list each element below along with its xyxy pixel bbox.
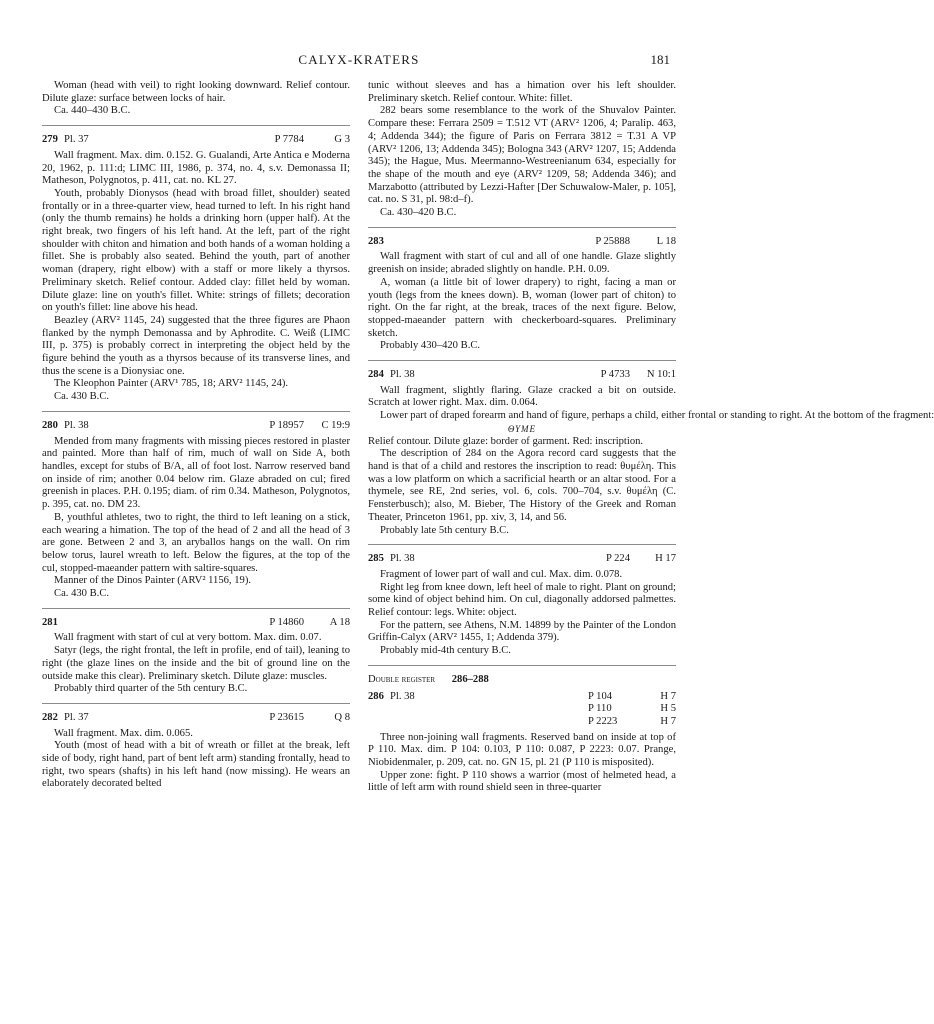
- entry-divider: [42, 125, 350, 126]
- entry-282-para-2: Youth (most of head with a bit of wreath or fillet at the break, left side of body, right hand, part of bent left arm) standing frontally, head to right, two spears (shafts) in his left hand (now missing). He wears an elaborately decorated belted: [42, 740, 350, 790]
- entry-279-para-2: Youth, probably Dionysos (head with broad fillet, shoulder) seated frontally or in a three-quarter view, head turned to left. In his right hand (only the thumb remains) he holds a drinking horn (upper half). At the right break, two fingers of his left hand. At the left, part of the right shoulder with chiton and himation and both hands of a woman holding a fillet. She is probably also seated. Behind the youth, part of another woman (drapery, right elbow) with a staff or more likely a thyrsos. Preliminary sketch. Relief contour. Added clay: fillet held by woman. Dilute glaze: line on youth's fillet. White: strings of fillets; decoration on youth's fillet: line above his head.: [42, 187, 350, 314]
- entry-number: 284: [368, 369, 384, 381]
- inscription-row: [368, 410, 934, 423]
- entry-283-para-2: A, woman (a little bit of lower drapery) to right, facing a man or youth (legs from the knees down). B, woman (lower part of chiton) to right. On the far right, at the break, traces of the next figure. Below, stopped-maeander pattern with checkerboard-squares. Preliminary sketch.: [368, 276, 676, 339]
- plate-ref: Pl. 37: [64, 711, 89, 723]
- inventory-number: P 23615: [269, 711, 304, 723]
- plate-ref: [390, 236, 566, 249]
- entry-282-continued: tunic without sleeves and has a himation over his left shoulder. Preliminary sketch. Relief contour. White: fillet.: [368, 80, 676, 104]
- entry-284-header: [368, 369, 676, 382]
- inventory-row: [566, 691, 676, 704]
- plate-ref: [64, 617, 240, 630]
- right-column: [368, 80, 934, 795]
- carryover-date: Ca. 440–430 B.C.: [54, 105, 131, 117]
- entry-281-para-1: Wall fragment with start of cul at very bottom. Max. dim. 0.07.: [54, 632, 322, 644]
- plate-ref: Pl. 38: [390, 369, 415, 381]
- entry-number: 281: [42, 616, 58, 628]
- entry-divider: [42, 411, 350, 412]
- inscription-drawing: ΘΥΜΕ: [507, 423, 537, 434]
- grid-ref: A 18: [329, 616, 350, 628]
- entry-284-para-2: Lower part of draped forearm and hand of figure, perhaps a child, either frontal or standing to right. At the bottom of the fragment:: [380, 410, 934, 422]
- entry-282-header: [42, 712, 350, 725]
- entry-280-para-1: Mended from many fragments with missing pieces restored in plaster and painted. More than half of rim, much of wall on Side A, both handles, except for stubs of B/A, all of foot lost. Narrow reserved band on inside of rim; another 0.04 below rim. Glaze abraded on cul; fired greenish in places. P.H. 0.195; diam. of rim 0.34. Matheson, Polygnotos, p. 395, cat. no. DM 23.: [42, 435, 350, 511]
- section-range: 286–288: [451, 673, 489, 685]
- entry-divider: [368, 544, 676, 545]
- entry-283-para-3: Probably 430–420 B.C.: [380, 340, 481, 352]
- entry-number: 286: [368, 690, 384, 702]
- entry-286-para-2: Upper zone: fight. P 110 shows a warrior (most of helmeted head, a little of left arm with round shield seen in three-quarter: [368, 769, 676, 794]
- entry-279-para-3: Beazley (ARV² 1145, 24) suggested that the three figures are Phaon flanked by the nymph Demonassa and by Aphrodite. C. Weiß (LIMC III, p. 375) is probably correct in interpreting the object held by the figure behind the youth as a thyrsos because of its transverse lines, and thus the scene is a Dionysiac one.: [42, 314, 350, 377]
- entry-282-date: Ca. 430–420 B.C.: [380, 207, 457, 219]
- grid-ref: H 7: [660, 715, 676, 727]
- grid-ref: H 7: [660, 690, 676, 702]
- carryover-description: Woman (head with veil) to right looking downward. Relief contour. Dilute glaze: surface between locks of hair.: [42, 80, 350, 104]
- entry-number: 283: [368, 235, 384, 247]
- inventory-list: [566, 691, 676, 729]
- section-heading-double-register: [368, 674, 676, 687]
- inventory-number: P 25888: [595, 235, 630, 247]
- entry-285-para-3: For the pattern, see Athens, N.M. 14899 by the Painter of the London Griffin-Calyx (ARV² 1455, 1; Addenda 379).: [368, 619, 676, 644]
- entry-286-para-1: Three non-joining wall fragments. Reserved band on inside at top of P 110. Max. dim. P 104: 0.103, P 110: 0.087, P 2223: 0.07. Prange, Niobidenmaler, p. 209, cat. no. GN 15, pl. 21 (P 110 is misposited).: [368, 731, 676, 769]
- entry-279-date: Ca. 430 B.C.: [54, 391, 110, 403]
- plate-ref: Pl. 38: [64, 419, 89, 431]
- page-header: [48, 52, 670, 72]
- inventory-number: P 104: [588, 690, 613, 702]
- entry-285-header: [368, 553, 676, 566]
- entry-279-para-4: The Kleophon Painter (ARV¹ 785, 18; ARV² 1145, 24).: [54, 378, 289, 390]
- section-label: Double register: [368, 673, 436, 685]
- grid-ref: H 17: [655, 553, 676, 565]
- inventory-number: P 110: [588, 703, 612, 715]
- grid-ref: G 3: [334, 134, 350, 146]
- inventory-number: P 14860: [269, 616, 304, 628]
- inventory-row: [566, 703, 676, 716]
- plate-ref: Pl. 38: [390, 690, 415, 702]
- entry-285-para-1: Fragment of lower part of wall and cul. Max. dim. 0.078.: [380, 568, 623, 580]
- entry-divider: [42, 703, 350, 704]
- plate-ref: Pl. 38: [390, 553, 415, 565]
- entry-279-header: [42, 134, 350, 147]
- grid-ref: H 5: [660, 703, 676, 715]
- entry-number: 280: [42, 419, 58, 431]
- grid-ref: N 10:1: [646, 369, 676, 381]
- entry-divider: [42, 608, 350, 609]
- entry-number: 279: [42, 134, 58, 146]
- entry-285-para-4: Probably mid-4th century B.C.: [380, 645, 511, 657]
- entry-282-commentary: 282 bears some resemblance to the work of the Shuvalov Painter. Compare these: Ferrara 2509 = T.512 VT (ARV² 1206, 4; Paralip. 463, 4; Addenda 344); the figure of Paris on Ferrara 3812 = T.31 A VP (ARV² 1206, 13; Addenda 345); Bologna 343 (ARV² 1207, 15; Addenda 345); the Hague, Mus. Meermanno-Westreenianum 634, especially for the shape of the mouth and eye (ARV² 1209, 58; Addenda 346); and Marzabotto (attributed by Lezzi-Hafter [Der Schuwalow-Maler, p. 105], cat. no. S 31, pl. 98:d–f).: [368, 105, 676, 206]
- entry-283-header: [368, 236, 676, 249]
- left-column: [42, 80, 350, 791]
- entry-number: 282: [42, 711, 58, 723]
- entry-281-para-3: Probably third quarter of the 5th century B.C.: [54, 683, 248, 695]
- inventory-number: P 18957: [269, 419, 304, 431]
- entry-284-para-5: Probably late 5th century B.C.: [380, 524, 509, 536]
- entry-284-para-3: Relief contour. Dilute glaze: border of garment. Red: inscription.: [368, 435, 644, 447]
- entry-284-para-1: Wall fragment, slightly flaring. Glaze cracked a bit on outside. Scratch at lower right. Max. dim. 0.064.: [368, 384, 676, 409]
- entry-280-para-2: B, youthful athletes, two to right, the third to left leaning on a stick, each wearing a himation. The top of the head of 2 and all the head of 3 are gone. Between 2 and 3, an aryballos hangs on the wall. On rim below torus, laurel wreath to left. Below the figures, at the top of the cul, stopped-maeander pattern with saltire-squares.: [42, 511, 350, 574]
- entry-281-header: [42, 617, 350, 630]
- entry-divider: [368, 360, 676, 361]
- entry-279-para-1: Wall fragment. Max. dim. 0.152. G. Gualandi, Arte Antica e Moderna 20, 1962, p. 111:d; LIMC III, 1986, p. 374, no. 4, s.v. Demonassa II; Matheson, Polygnotos, p. 411, cat. no. KL 27.: [42, 149, 350, 187]
- entry-280-header: [42, 420, 350, 433]
- entry-280-para-3: Manner of the Dinos Painter (ARV² 1156, 19).: [54, 575, 252, 587]
- entry-divider: [368, 665, 676, 666]
- entry-number: 285: [368, 553, 384, 565]
- inventory-number: P 2223: [588, 715, 618, 727]
- running-title: CALYX-KRATERS: [298, 52, 420, 67]
- inventory-row: [566, 716, 676, 729]
- entry-283-para-1: Wall fragment with start of cul and all of one handle. Glaze slightly greenish on inside; abraded slightly on handle. P.H. 0.09.: [368, 251, 676, 276]
- grid-ref: C 19:9: [321, 419, 350, 431]
- entry-divider: [368, 227, 676, 228]
- entry-286-header: [368, 691, 676, 729]
- inventory-number: P 224: [605, 553, 630, 565]
- inventory-number: P 4733: [600, 369, 630, 381]
- entry-285-para-2: Right leg from knee down, left heel of male to right. Plant on ground; some kind of object behind him. On cul, diagonally addorsed palmettes. Relief contour: legs. White: object.: [368, 581, 676, 619]
- entry-282-para-1: Wall fragment. Max. dim. 0.065.: [54, 727, 193, 739]
- entry-284-para-4: The description of 284 on the Agora record card suggests that the hand is that of a child and restores the inscription to read: θυμέλη. This was a low platform on which a sacrificial hearth or an altar stood. For a thymele, see RE, 2nd series, vol. 6, cols. 700–704, s.v. θυμέλη (C. Fensterbusch); also, M. Bieber, The History of the Greek and Roman Theater, Princeton 1961, pp. xiv, 3, 14, and 56.: [368, 448, 676, 523]
- page-number: 181: [650, 52, 670, 67]
- entry-280-date: Ca. 430 B.C.: [54, 588, 110, 600]
- inventory-number: P 7784: [274, 134, 304, 146]
- entry-281-para-2: Satyr (legs, the right frontal, the left in profile, end of tail), leaning to right (the glaze lines on the inside and the bit of ground line on the outside make this clear). Preliminary sketch. Dilute glaze: muscles.: [42, 645, 350, 682]
- plate-ref: Pl. 37: [64, 134, 89, 146]
- grid-ref: L 18: [656, 235, 676, 247]
- grid-ref: Q 8: [334, 711, 350, 723]
